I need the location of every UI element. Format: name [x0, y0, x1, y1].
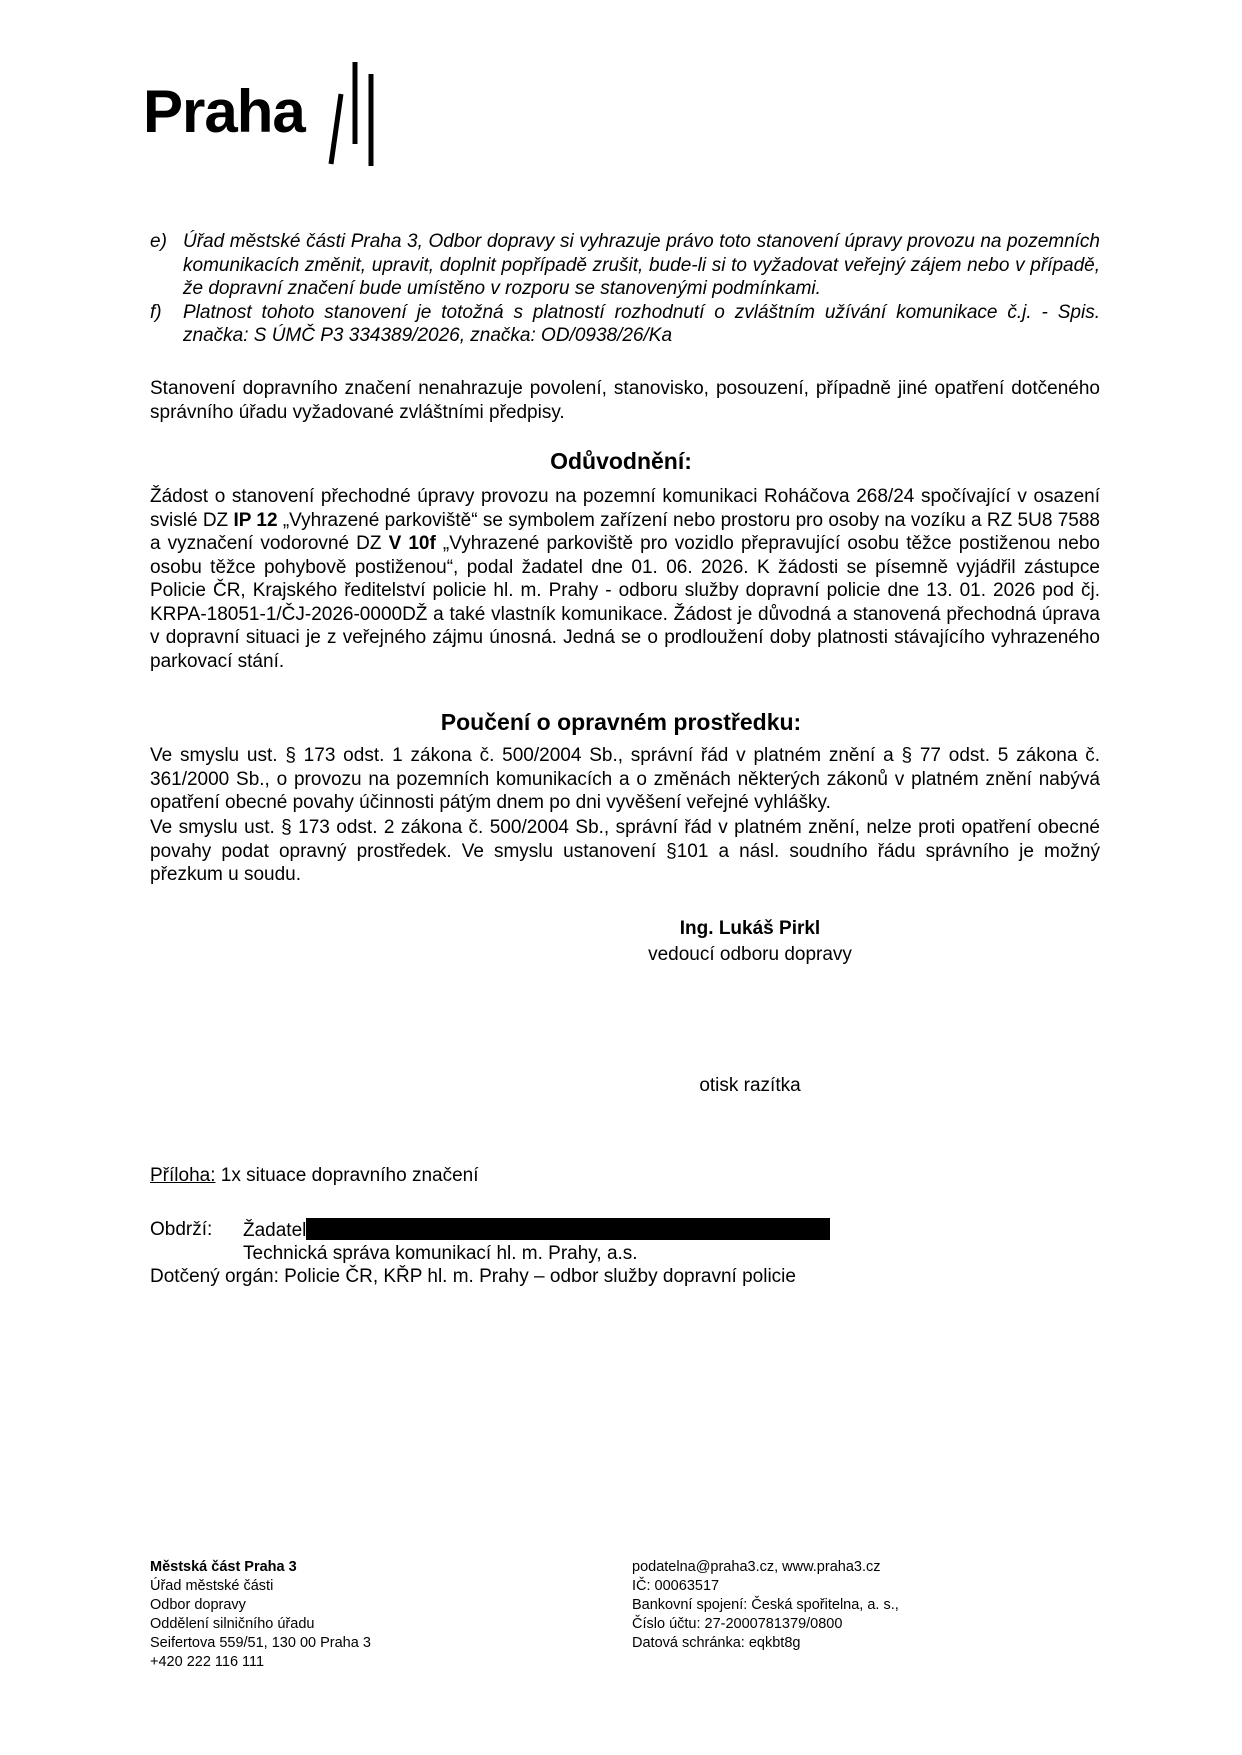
footer-line: Městská část Praha 3 [150, 1559, 297, 1575]
logo-text: Praha [143, 78, 305, 145]
recipients-block [150, 1218, 796, 1289]
footer-line: +420 222 116 111 [150, 1654, 265, 1670]
stamp-placeholder: otisk razítka [699, 1075, 801, 1096]
justification-paragraph [150, 485, 1100, 673]
recipient-row [150, 1218, 796, 1242]
attachment-line [150, 1165, 479, 1187]
condition-text: Platnost tohoto stanovení je totožná s platností rozhodnutí o zvláštním užívání komunikace č.j. - Spis. značka: S ÚMČ P3 334389/2026, značka: OD/0938/26/Ka [183, 301, 1100, 346]
conditions-list [150, 230, 1100, 348]
appeal-paragraph-2: Ve smyslu ust. § 173 odst. 2 zákona č. 500/2004 Sb., správní řád v platném znění, nelze proti opatření obecné povahy podat opravný prostředek. Ve smyslu ustanovení §101 a násl. soudního řádu správního je možný přezkum u soudu. [150, 817, 1100, 885]
recipient-tsk: Technická správa komunikací hl. m. Prahy, a.s. [243, 1242, 638, 1264]
appeal-paragraph-1: Ve smyslu ust. § 173 odst. 1 zákona č. 500/2004 Sb., správní řád v platném znění a § 77 odst. 5 zákona č. 361/2000 Sb., o provozu na pozemních komunikacích a o změnách některých zákonů v platném znění nabývá opatření obecné povahy účinnosti pátým dnem po dni vyvěšení veřejné vyhlášky. [150, 745, 1100, 813]
justification-text-3: „Vyhrazené parkoviště pro vozidlo přepravující osobu těžce postiženou nebo osobu těžce pohybově postiženou“, podal žadatel dne 01. 06. 2026. K žádosti se písemně vyjádřil zástupce Policie ČR, Krajského ředitelství policie hl. m. Prahy - odboru služby dopravní policie dne 13. 01. 2026 pod čj. KRPA-18051-1/ČJ-2026-0000DŽ a také vlastník komunikace. Žádost je důvodná a stanovená přechodná úprava v dopravní situaci je z veřejného zájmu únosná. Jedná se o prodloužení doby platnosti stávajícího vyhrazeného parkovací stání. [150, 533, 1100, 672]
footer-line: Seifertova 559/51, 130 00 Praha 3 [150, 1635, 371, 1651]
logo-stripes-icon [313, 56, 403, 166]
sign-code-v10f: V 10f [388, 533, 436, 554]
attachment-label: Příloha: [150, 1165, 216, 1186]
recipient-applicant: Žadatel [243, 1220, 307, 1241]
justification-text-1: Žádost o stanovení přechodné úpravy provozu na pozemní komunikaci Roháčova 268/24 spočívající v osazení svislé DZ [150, 486, 1100, 531]
footer-line: IČ: 00063517 [632, 1578, 720, 1594]
sign-code-ip12: IP 12 [233, 509, 278, 531]
footer-address [150, 1558, 371, 1672]
condition-text: Úřad městské části Praha 3, Odbor dopravy si vyhrazuje právo toto stanovení úpravy provozu na pozemních komunikacích změnit, upravit, doplnit popřípadě zrušit, bude-li si to vyžadovat veřejný zájem nebo v případě, že dopravní značení bude umístěno v rozporu se stanovenými podmínkami. [183, 231, 1100, 299]
signature-block [600, 916, 900, 968]
affected-authority: Dotčený orgán: Policie ČR, KŘP hl. m. Prahy – odbor služby dopravní policie [150, 1266, 796, 1287]
signatory-name: Ing. Lukáš Pirkl [679, 918, 821, 939]
recipient-row [150, 1242, 796, 1266]
footer-contact [632, 1558, 899, 1653]
condition-item [150, 301, 1100, 348]
condition-item [150, 230, 1100, 301]
footer-line: Bankovní spojení: Česká spořitelna, a. s., [632, 1597, 899, 1613]
footer-line: Odbor dopravy [150, 1597, 246, 1613]
attachment-text: 1x situace dopravního značení [215, 1165, 479, 1186]
footer-line: podatelna@praha3.cz, www.praha3.cz [632, 1559, 881, 1575]
footer-line: Číslo účtu: 27-2000781379/0800 [632, 1616, 843, 1632]
justification-text-2: „Vyhrazené parkoviště“ se symbolem zařízení nebo prostoru pro osoby na vozíku a RZ 5U8 7588 a vyznačení vodorovné DZ [150, 509, 1100, 554]
praha-logo [143, 52, 403, 172]
footer-line: Oddělení silničního úřadu [150, 1616, 315, 1632]
signatory-title: vedoucí odboru dopravy [648, 944, 852, 965]
redaction-bar [306, 1218, 830, 1240]
condition-letter: e) [150, 231, 167, 252]
appeal-heading: Poučení o opravném prostředku: [440, 709, 802, 735]
condition-letter: f) [150, 301, 162, 323]
footer-line: Úřad městské části [150, 1578, 274, 1594]
footer-line: Datová schránka: eqkbt8g [632, 1635, 801, 1651]
statement-paragraph: Stanovení dopravního značení nenahrazuje povolení, stanovisko, posouzení, případně jiné opatření dotčeného správního úřadu vyžadované zvláštními předpisy. [150, 378, 1100, 423]
justification-heading: Odůvodnění: [550, 448, 692, 474]
recipients-label: Obdrží: [150, 1219, 213, 1240]
